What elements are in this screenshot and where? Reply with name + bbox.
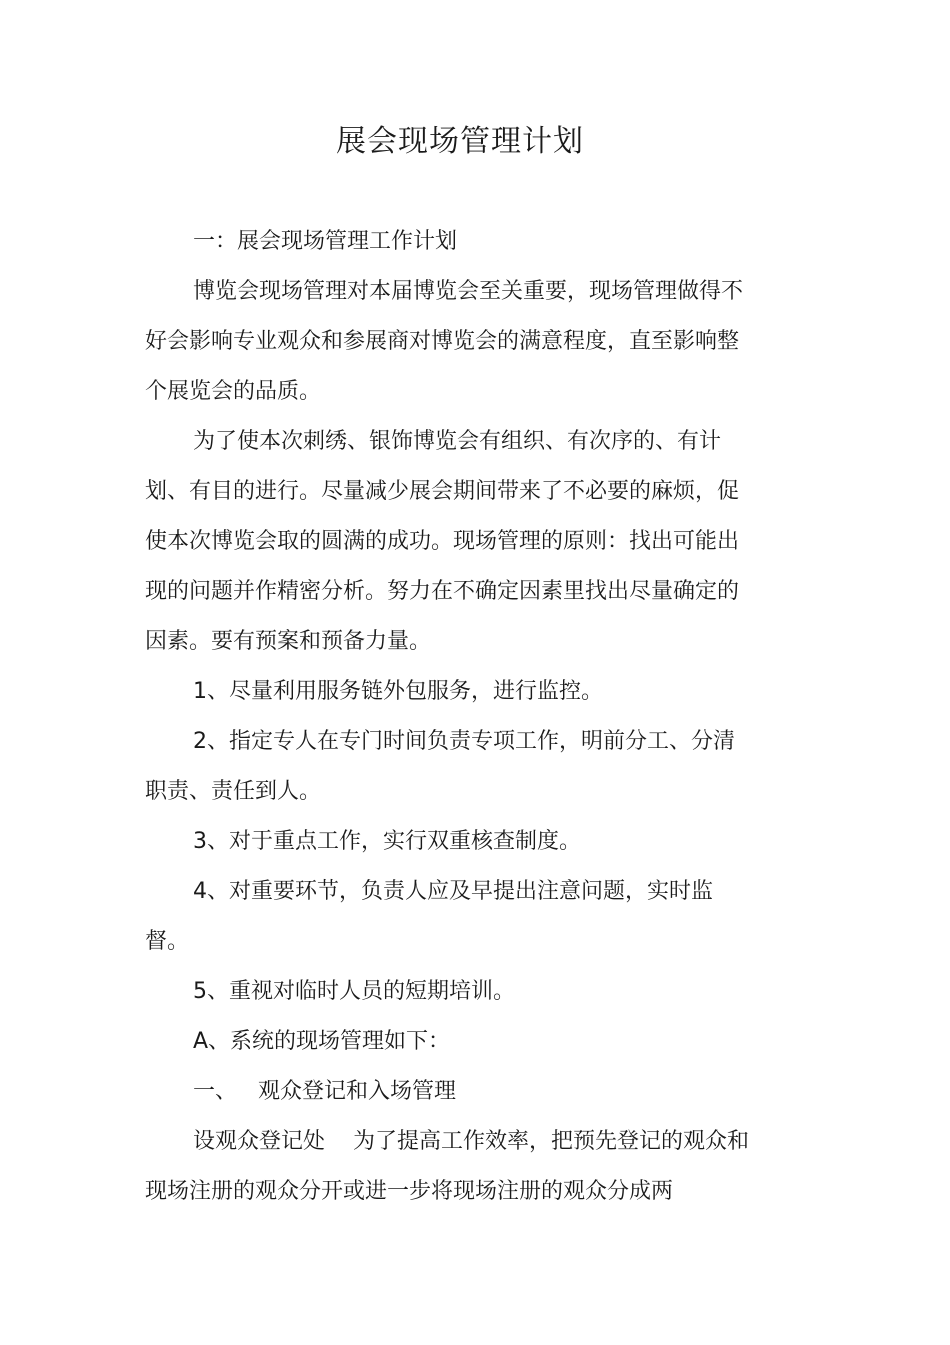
document-title: 展会现场管理计划 <box>336 124 584 159</box>
section-heading-system: A、系统的现场管理如下： <box>193 1029 451 1054</box>
paragraph-purpose: 为了使本次刺绣、银饰博览会有组织、有次序的、有计划、有目的进行。尽量减少展会期间带来了不必要的麻烦，促使本次博览会取的圆满的成功。现场管理的原则：找出可能出现的问题并作精密分析。努力在不确定因素里找出尽量确定的因素。要有预案和预备力量。 <box>145 429 740 654</box>
list-item-3: 3、对于重点工作，实行双重核查制度。 <box>193 829 581 854</box>
list-item-1: 1、尽量利用服务链外包服务，进行监控。 <box>193 679 603 704</box>
document-body <box>145 217 755 1217</box>
list-item-5: 5、重视对临时人员的短期培训。 <box>193 979 515 1004</box>
list-item-4: 4、对重要环节，负责人应及早提出注意问题，实时监督。 <box>145 879 713 954</box>
paragraph-importance: 博览会现场管理对本届博览会至关重要，现场管理做得不好会影响专业观众和参展商对博览会的满意程度，直至影响整个展览会的品质。 <box>145 279 744 404</box>
paragraph-registration: 设观众登记处 为了提高工作效率，把预先登记的观众和现场注册的观众分开或进一步将现场注册的观众分成两 <box>145 1129 749 1204</box>
subsection-heading-registration: 一、 观众登记和入场管理 <box>193 1079 456 1104</box>
section-heading-plan: 一：展会现场管理工作计划 <box>193 229 458 254</box>
list-item-2: 2、指定专人在专门时间负责专项工作，明前分工、分清职责、责任到人。 <box>145 729 735 804</box>
